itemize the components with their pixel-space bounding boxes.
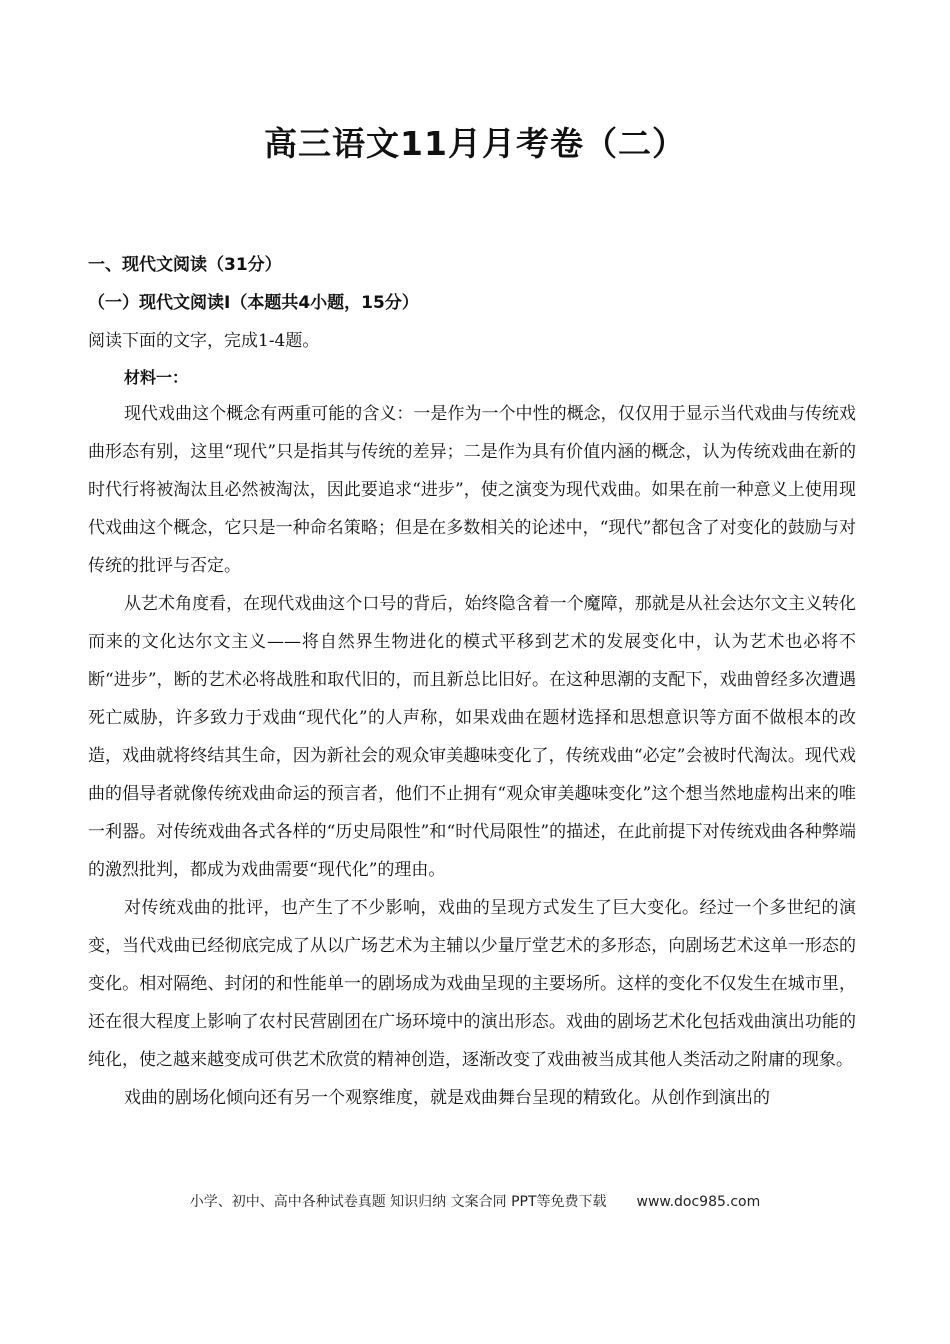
passage-paragraph-2: 从艺术角度看，在现代戏曲这个口号的背后，始终隐含着一个魔障，那就是从社会达尔文主义转化而来的文化达尔文主义——将自然界生物进化的模式平移到艺术的发展变化中，认为艺术也必将不断“进步”，断的艺术必将战胜和取代旧的，而且新总比旧好。在这种思潮的支配下，戏曲曾经多次遭遇死亡威胁，许多致力于戏曲“现代化”的人声称，如果戏曲在题材选择和思想意识等方面不做根本的改造，戏曲就将终结其生命，因为新社会的观众审美趣味变化了，传统戏曲“必定”会被时代淘汰。现代戏曲的倡导者就像传统戏曲命运的预言者，他们不止拥有“观众审美趣味变化”这个想当然地虚构出来的唯一利器。对传统戏曲各式各样的“历史局限性”和“时代局限性”的描述，在此前提下对传统戏曲各种弊端的激烈批判，都成为戏曲需要“现代化”的理由。 xyxy=(88,594,856,880)
reading-instruction: 阅读下面的文字，完成1-4题。 xyxy=(88,331,320,351)
passage-paragraph-3: 对传统戏曲的批评，也产生了不少影响，戏曲的呈现方式发生了巨大变化。经过一个多世纪的演变，当代戏曲已经彻底完成了从以广场艺术为主辅以少量厅堂艺术的多形态，向剧场艺术这单一形态的变化。相对隔绝、封闭的和性能单一的剧场成为戏曲呈现的主要场所。这样的变化不仅发生在城市里，还在很大程度上影响了农村民营剧团在广场环境中的演出形态。戏曲的剧场艺术化包括戏曲演出功能的纯化，使之越来越变成可供艺术欣赏的精神创造，逐渐改变了戏曲被当成其他人类活动之附庸的现象。 xyxy=(88,898,856,1070)
document-title: 高三语文11月月考卷（二） xyxy=(264,124,686,163)
page-footer xyxy=(0,1191,950,1211)
section-heading: 一、现代文阅读（31分） xyxy=(88,255,282,275)
footer-site-link[interactable]: www.doc985.com xyxy=(636,1194,761,1210)
material-label: 材料一： xyxy=(124,368,189,387)
passage-paragraph-1: 现代戏曲这个概念有两重可能的含义：一是作为一个中性的概念，仅仅用于显示当代戏曲与传统戏曲形态有别，这里“现代”只是指其与传统的差异；二是作为具有价值内涵的概念，认为传统戏曲在新的时代行将被淘汰且必然被淘汰，因此要追求“进步”，使之演变为现代戏曲。如果在前一种意义上使用现代戏曲这个概念，它只是一种命名策略；但是在多数相关的论述中，“现代”都包含了对变化的鼓励与对传统的批评与否定。 xyxy=(88,404,856,576)
subsection-heading: （一）现代文阅读Ⅰ（本题共4小题，15分） xyxy=(88,293,419,313)
passage-paragraph-4: 戏曲的剧场化倾向还有另一个观察维度，就是戏曲舞台呈现的精致化。从创作到演出的 xyxy=(124,1088,770,1108)
footer-text: 小学、初中、高中各种试卷真题 知识归纳 文案合同 PPT等免费下载 xyxy=(189,1194,607,1210)
passage-body xyxy=(88,395,856,1117)
